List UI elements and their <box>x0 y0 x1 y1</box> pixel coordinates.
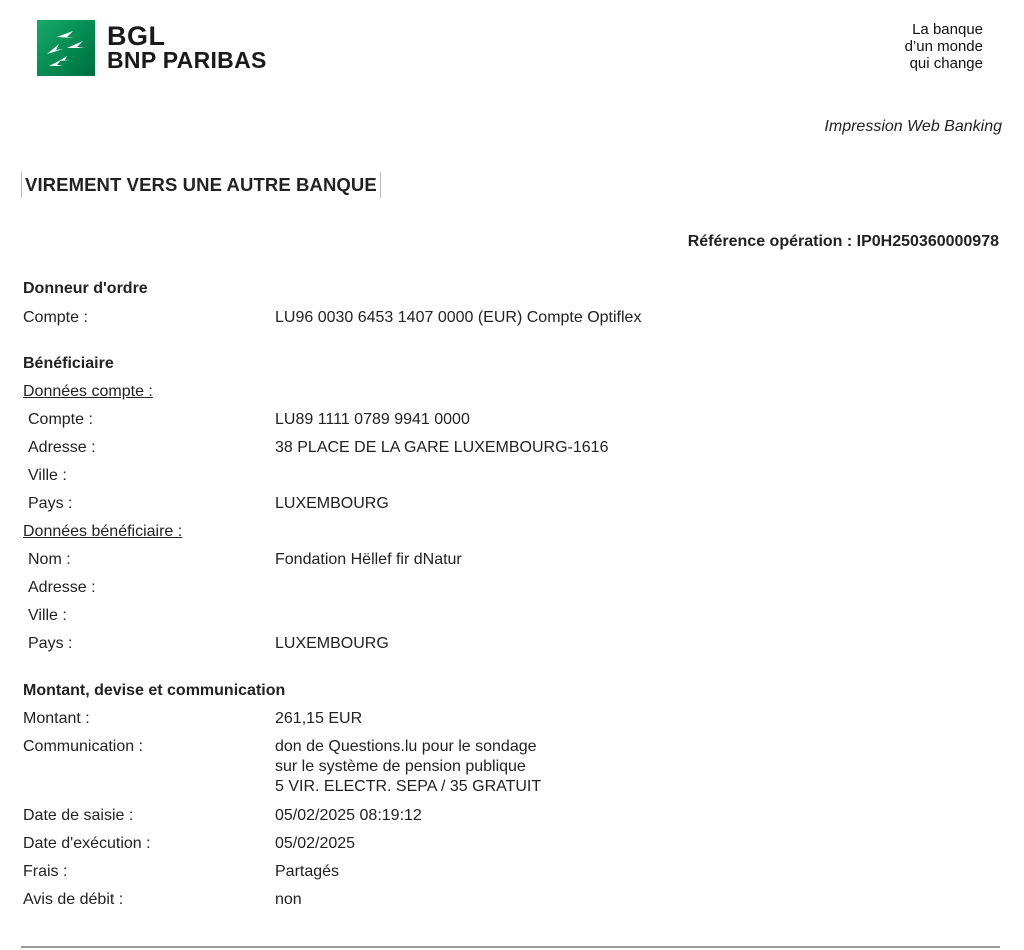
communication-line: don de Questions.lu pour le sondage <box>275 738 537 755</box>
beneficiary-account-value: LU89 1111 0789 9941 0000 <box>275 411 470 428</box>
beneficiary-address-label: Adresse : <box>28 439 96 456</box>
communication-line: sur le système de pension publique <box>275 758 526 775</box>
beneficiary-address-value: 38 PLACE DE LA GARE LUXEMBOURG-1616 <box>275 439 609 456</box>
logo-line-bnp-paribas: BNP PARIBAS <box>107 47 267 73</box>
bank-logo <box>37 20 267 76</box>
entry-date-label: Date de saisie : <box>23 807 134 824</box>
fees-value: Partagés <box>275 863 340 880</box>
logo-line-bgl: BGL <box>107 21 166 51</box>
section-amount: Montant, devise et communication <box>23 682 286 699</box>
beneficiary-country2-label: Pays : <box>28 635 73 652</box>
ordering-account-value: LU96 0030 6453 1407 0000 (EUR) Compte Optiflex <box>275 309 642 326</box>
page-title: VIREMENT VERS UNE AUTRE BANQUE <box>21 172 381 198</box>
beneficiary-country-value: LUXEMBOURG <box>275 495 389 512</box>
beneficiary-data-heading: Données bénéficiaire : <box>23 523 183 540</box>
slogan-line: d’un monde <box>904 38 983 55</box>
ordering-account-label: Compte : <box>23 309 88 326</box>
beneficiary-address2-label: Adresse : <box>28 579 96 596</box>
communication-value <box>275 737 541 797</box>
section-beneficiary: Bénéficiaire <box>23 355 114 372</box>
execution-date-value: 05/02/2025 <box>275 835 356 852</box>
communication-line: 5 VIR. ELECTR. SEPA / 35 GRATUIT <box>275 778 542 795</box>
slogan <box>905 21 983 72</box>
bnp-stars-icon <box>37 20 95 76</box>
execution-date-label: Date d'exécution : <box>23 835 151 852</box>
communication-label: Communication : <box>23 738 144 755</box>
beneficiary-city-label: Ville : <box>28 467 67 484</box>
beneficiary-account-label: Compte : <box>28 411 93 428</box>
debit-notice-label: Avis de débit : <box>23 891 124 908</box>
slogan-line: La banque <box>912 21 983 38</box>
beneficiary-name-label: Nom : <box>28 551 71 568</box>
amount-label: Montant : <box>23 710 90 727</box>
beneficiary-country2-value: LUXEMBOURG <box>275 635 389 652</box>
section-ordering-party: Donneur d'ordre <box>23 280 148 297</box>
logo-wordmark <box>107 21 267 73</box>
fees-label: Frais : <box>23 863 68 880</box>
operation-reference: Référence opération : IP0H250360000978 <box>687 233 999 250</box>
entry-date-value: 05/02/2025 08:19:12 <box>275 807 422 824</box>
debit-notice-value: non <box>275 891 302 908</box>
account-data-heading: Données compte : <box>23 383 153 400</box>
bottom-divider <box>21 946 1000 948</box>
beneficiary-country-label: Pays : <box>28 495 73 512</box>
beneficiary-city2-label: Ville : <box>28 607 67 624</box>
slogan-line: qui change <box>909 55 983 72</box>
print-label: Impression Web Banking <box>824 118 1002 135</box>
amount-value: 261,15 EUR <box>275 710 363 727</box>
beneficiary-name-value: Fondation Hëllef fir dNatur <box>275 551 462 568</box>
